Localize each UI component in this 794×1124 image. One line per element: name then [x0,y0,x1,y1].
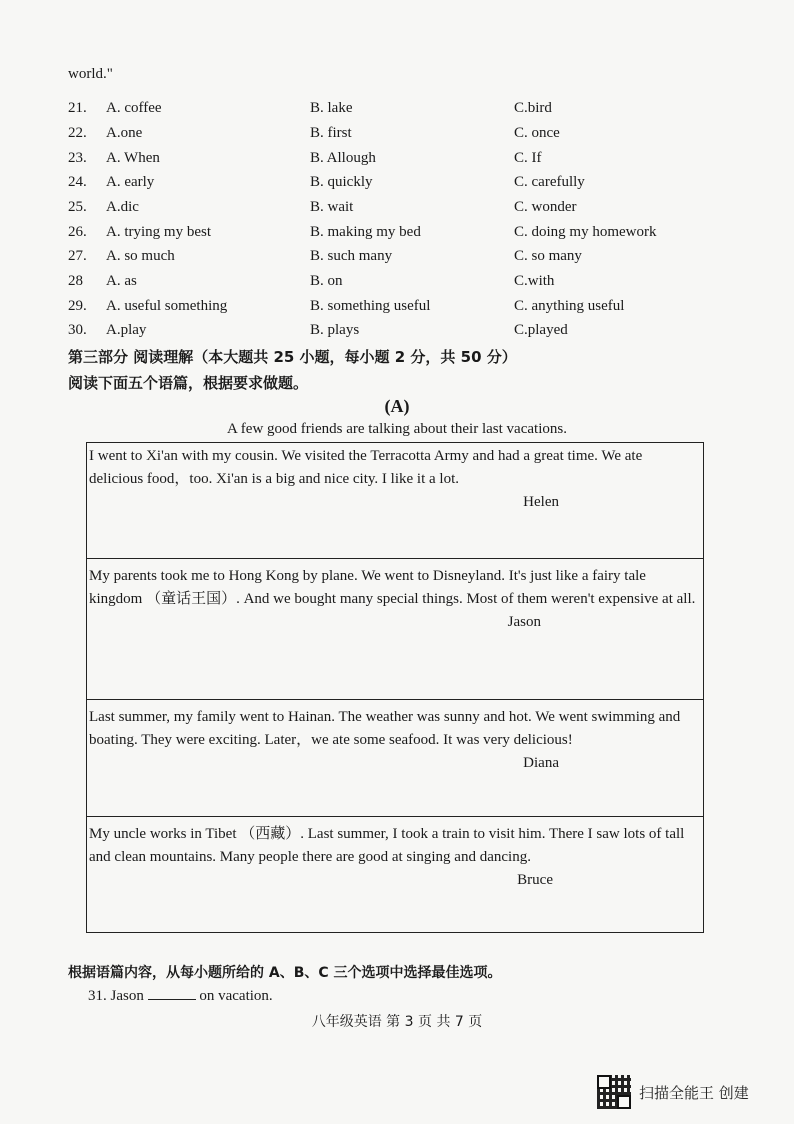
option-b: B. lake [310,100,353,116]
section-heading: 第三部分 阅读理解（本大题共 25 小题，每小题 2 分，共 50 分） [68,348,517,366]
option-b: B. plays [310,322,360,338]
option-a: A. useful something [106,298,228,314]
vacation-table [86,442,704,933]
option-c: C. carefully [514,174,585,190]
passage-subtitle: A few good friends are talking about their last vacations. [227,421,567,437]
question-31-stem: 31. Jason [88,988,144,1004]
option-a: A. as [106,273,137,289]
answer-blank [148,986,196,1000]
option-b: B. on [310,273,343,289]
option-row [68,125,748,147]
question-instruction: 根据语篇内容，从每小题所给的 A、B、C 三个选项中选择最佳选项。 [68,965,502,981]
question-number: 23. [68,150,87,166]
question-number: 25. [68,199,87,215]
passage-title: (A) [384,396,410,416]
option-a: A. When [106,150,160,166]
entry-name: Helen [523,494,559,510]
question-31-tail: on vacation. [199,988,273,1004]
entry-name: Jason [507,614,541,630]
question-number: 29. [68,298,87,314]
option-row [68,322,748,344]
option-row [68,199,748,221]
page-footer: 八年级英语 第 3 页 共 7 页 [311,1014,483,1030]
question-number: 28 [68,273,83,289]
option-a: A.one [106,125,143,141]
option-row [68,100,748,122]
option-c: C.bird [514,100,552,116]
option-c: C. doing my homework [514,224,657,240]
question-number: 27. [68,248,87,264]
option-b: B. such many [310,248,393,264]
option-c: C. If [514,150,542,166]
option-a: A. so much [106,248,175,264]
entry-jason [87,558,703,699]
entry-diana [87,699,703,816]
option-row [68,174,748,196]
option-a: A. coffee [106,100,162,116]
question-number: 26. [68,224,87,240]
option-c: C. anything useful [514,298,625,314]
watermark-text: 扫描全能王 创建 [639,1083,749,1102]
option-c: C.played [514,322,568,338]
option-b: B. first [310,125,352,141]
entry-text: Last summer, my family went to Hainan. The weather was sunny and hot. We went swimming and boating. They were exciting. Later，we ate some seafood. It was very delicious! [89,709,681,748]
option-b: B. quickly [310,174,373,190]
entry-bruce [87,816,703,932]
option-a: A.dic [106,199,139,215]
question-31 [88,986,273,1005]
option-c: C. wonder [514,199,577,215]
question-number: 22. [68,125,87,141]
option-c: C.with [514,273,555,289]
continued-text: world." [68,66,113,82]
option-a: A. trying my best [106,224,211,240]
option-b: B. making my bed [310,224,421,240]
option-a: A. early [106,174,155,190]
option-a: A.play [106,322,147,338]
option-b: B. Allough [310,150,376,166]
option-c: C. once [514,125,560,141]
entry-text: My parents took me to Hong Kong by plane. We went to Disneyland. It's just like a fairy tale kingdom （童话王国）. And we bought many special things. Most of them weren't expensive at all. [89,568,696,607]
entry-text: My uncle works in Tibet （西藏）. Last summer, I took a train to visit him. There I saw lots of tall and clean mountains. Many people there are good at singing and dancing. [89,826,685,865]
question-number: 30. [68,322,87,338]
scanner-watermark [597,1075,749,1109]
question-number: 24. [68,174,87,190]
question-number: 21. [68,100,87,116]
option-b: B. something useful [310,298,431,314]
entry-name: Bruce [517,872,553,888]
entry-helen [87,443,703,558]
option-row [68,224,748,246]
entry-text: I went to Xi'an with my cousin. We visited the Terracotta Army and had a great time. We ate delicious food，too. Xi'an is a big and nice city. I like it a lot. [89,448,643,487]
section-instruction: 阅读下面五个语篇，根据要求做题。 [68,374,309,392]
option-c: C. so many [514,248,582,264]
qr-code-icon [597,1075,631,1109]
option-b: B. wait [310,199,354,215]
option-row [68,150,748,172]
entry-name: Diana [523,755,559,771]
option-row [68,298,748,320]
option-row [68,273,748,295]
option-row [68,248,748,270]
